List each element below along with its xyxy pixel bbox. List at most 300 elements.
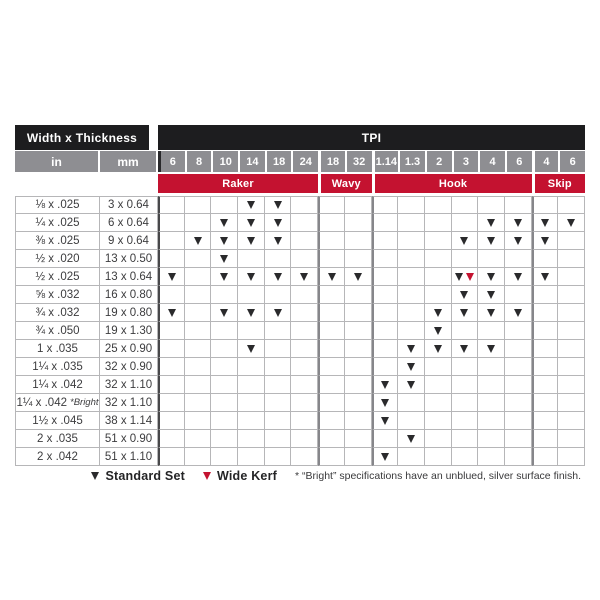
tpi-cell (265, 196, 292, 214)
standard-set-marker-icon (487, 273, 495, 281)
tpi-cell (558, 268, 585, 286)
tpi-cell (158, 250, 185, 268)
tpi-cell (372, 430, 399, 448)
tpi-column-header: 6 (558, 151, 585, 172)
tpi-cell (345, 214, 372, 232)
tpi-cell (158, 286, 185, 304)
tpi-cell (158, 214, 185, 232)
tpi-cell (318, 394, 345, 412)
standard-set-marker-icon (247, 219, 255, 227)
tpi-cell (185, 448, 212, 466)
tpi-cell (425, 322, 452, 340)
tpi-column-header: 4 (478, 151, 505, 172)
tpi-cell (452, 304, 479, 322)
standard-set-marker-icon (220, 219, 228, 227)
tpi-cell (211, 412, 238, 430)
tpi-cell (505, 448, 532, 466)
standard-set-marker-icon (194, 237, 202, 245)
size-in-label: ¾ x .050 (35, 324, 80, 337)
tpi-cell (478, 430, 505, 448)
tpi-cell (452, 232, 479, 250)
size-in-cell (15, 322, 100, 340)
tpi-cell (291, 268, 318, 286)
size-in-cell (15, 340, 100, 358)
tpi-cell (291, 412, 318, 430)
tpi-cell (238, 340, 265, 358)
tpi-cell (372, 394, 399, 412)
size-in-cell (15, 448, 100, 466)
standard-set-marker-icon (434, 345, 442, 353)
standard-set-marker-icon (274, 273, 282, 281)
size-mm-cell: 32 x 1.10 (100, 394, 158, 412)
standard-set-marker-icon (541, 273, 549, 281)
standard-set-marker-icon (220, 273, 228, 281)
tpi-cell (318, 250, 345, 268)
tpi-cell (345, 322, 372, 340)
standard-set-marker-icon (487, 291, 495, 299)
tpi-cell (345, 286, 372, 304)
tpi-cell (478, 286, 505, 304)
tpi-cell (505, 430, 532, 448)
tpi-cell (398, 196, 425, 214)
standard-set-marker-icon (247, 309, 255, 317)
tpi-cell (158, 376, 185, 394)
tpi-cell (558, 340, 585, 358)
tpi-cell (452, 376, 479, 394)
tpi-cell (372, 448, 399, 466)
tpi-cell (558, 358, 585, 376)
tpi-cell (211, 322, 238, 340)
tpi-cell (211, 268, 238, 286)
tpi-cell (372, 250, 399, 268)
legend-wide-kerf (203, 469, 277, 483)
wide-kerf-marker-icon (203, 472, 211, 480)
tpi-cell (452, 394, 479, 412)
tpi-cell (238, 412, 265, 430)
tpi-cell (318, 358, 345, 376)
size-mm-cell: 25 x 0.90 (100, 340, 158, 358)
tpi-cell (558, 322, 585, 340)
tpi-cell (532, 322, 559, 340)
tpi-cell (238, 448, 265, 466)
tpi-cell (238, 376, 265, 394)
standard-set-marker-icon (407, 363, 415, 371)
standard-set-marker-icon (567, 219, 575, 227)
tpi-cell (318, 304, 345, 322)
set-style-band-wavy: Wavy (318, 174, 371, 193)
tpi-cell (505, 322, 532, 340)
tpi-cell (265, 448, 292, 466)
tpi-column-header: 4 (532, 151, 559, 172)
tpi-cell (505, 250, 532, 268)
tpi-cell (372, 340, 399, 358)
standard-set-marker-icon (168, 309, 176, 317)
standard-set-marker-icon (487, 219, 495, 227)
tpi-cell (158, 430, 185, 448)
tpi-column-header: 18 (318, 151, 345, 172)
tpi-cell (318, 196, 345, 214)
size-in-label: ½ x .020 (35, 252, 80, 265)
tpi-cell (505, 358, 532, 376)
tpi-cell (532, 376, 559, 394)
header-tpi-label: TPI (361, 130, 382, 145)
tpi-cell (238, 430, 265, 448)
tpi-cell (238, 214, 265, 232)
tpi-cell (158, 304, 185, 322)
tpi-cell (372, 376, 399, 394)
standard-set-marker-icon (487, 345, 495, 353)
header-mm-label: mm (117, 154, 139, 169)
tpi-cell (265, 340, 292, 358)
tpi-cell (372, 322, 399, 340)
tpi-cell (158, 232, 185, 250)
tpi-cell (425, 286, 452, 304)
tpi-cell (398, 268, 425, 286)
tpi-cell (158, 394, 185, 412)
tpi-cell (452, 448, 479, 466)
tpi-cell (265, 394, 292, 412)
tpi-cell (318, 412, 345, 430)
tpi-cell (238, 358, 265, 376)
tpi-cell (505, 412, 532, 430)
tpi-cell (558, 304, 585, 322)
tpi-cell (185, 376, 212, 394)
tpi-cell (532, 412, 559, 430)
standard-set-marker-icon (300, 273, 308, 281)
legend (15, 468, 581, 484)
legend-wide-kerf-label: Wide Kerf (216, 469, 278, 483)
tpi-cell (291, 196, 318, 214)
tpi-cell (532, 358, 559, 376)
header-mm (100, 151, 158, 172)
size-in-label: ⅝ x .032 (35, 288, 80, 301)
size-in-label: ⅜ x .025 (35, 234, 80, 247)
tpi-cell (185, 286, 212, 304)
tpi-cell (372, 358, 399, 376)
standard-set-marker-icon (460, 309, 468, 317)
tpi-cell (158, 412, 185, 430)
tpi-cell (265, 430, 292, 448)
header-width-thickness-label: Width x Thickness (26, 130, 138, 145)
tpi-cell (398, 250, 425, 268)
tpi-cell (318, 430, 345, 448)
size-in-label: 1¼ x .042 (16, 396, 67, 409)
tpi-cell (345, 358, 372, 376)
tpi-cell (185, 358, 212, 376)
tpi-cell (478, 412, 505, 430)
tpi-cell (425, 304, 452, 322)
tpi-cell (372, 232, 399, 250)
tpi-cell (425, 430, 452, 448)
size-mm-cell: 19 x 1.30 (100, 322, 158, 340)
tpi-cell (185, 340, 212, 358)
tpi-cell (185, 232, 212, 250)
set-style-band-raker: Raker (158, 174, 318, 193)
tpi-cell (478, 250, 505, 268)
size-in-cell (15, 304, 100, 322)
tpi-cell (291, 214, 318, 232)
tpi-column-header: 1.3 (398, 151, 425, 172)
size-mm-cell: 6 x 0.64 (100, 214, 158, 232)
size-in-cell (15, 286, 100, 304)
standard-set-marker-icon (328, 273, 336, 281)
tpi-cell (158, 340, 185, 358)
tpi-cell (452, 250, 479, 268)
blade-spec-table (15, 125, 585, 466)
size-in-label: ½ x .025 (35, 270, 80, 283)
tpi-cell (452, 322, 479, 340)
tpi-cell (291, 322, 318, 340)
tpi-cell (505, 340, 532, 358)
tpi-cell (238, 232, 265, 250)
set-style-band-skip: Skip (532, 174, 585, 193)
tpi-cell (318, 376, 345, 394)
tpi-cell (505, 286, 532, 304)
tpi-cell (185, 214, 212, 232)
tpi-cell (211, 214, 238, 232)
tpi-cell (345, 268, 372, 286)
tpi-cell (398, 358, 425, 376)
size-in-label: 2 x .035 (37, 432, 78, 445)
tpi-cell (211, 304, 238, 322)
tpi-cell (398, 304, 425, 322)
tpi-cell (265, 412, 292, 430)
tpi-cell (185, 394, 212, 412)
tpi-cell (532, 286, 559, 304)
tpi-cell (452, 268, 479, 286)
size-mm-cell: 51 x 1.10 (100, 448, 158, 466)
standard-set-marker-icon (541, 219, 549, 227)
tpi-cell (238, 394, 265, 412)
tpi-column-header: 10 (211, 151, 238, 172)
tpi-cell (265, 232, 292, 250)
tpi-cell (291, 340, 318, 358)
tpi-cell (345, 304, 372, 322)
legend-note: * “Bright” specifications have an unblued, silver surface finish. (295, 470, 581, 482)
tpi-column-header: 14 (238, 151, 265, 172)
standard-set-marker-icon (381, 453, 389, 461)
size-mm-cell: 3 x 0.64 (100, 196, 158, 214)
tpi-cell (185, 250, 212, 268)
tpi-cell (345, 412, 372, 430)
tpi-column-header: 1.14 (372, 151, 399, 172)
size-mm-cell: 19 x 0.80 (100, 304, 158, 322)
size-in-label: ¼ x .025 (35, 216, 80, 229)
standard-set-marker-icon (514, 309, 522, 317)
tpi-cell (345, 394, 372, 412)
tpi-cell (398, 232, 425, 250)
standard-set-marker-icon (274, 309, 282, 317)
standard-set-marker-icon (168, 273, 176, 281)
standard-set-marker-icon (487, 237, 495, 245)
legend-standard-set-label: Standard Set (105, 469, 185, 483)
tpi-cell (265, 268, 292, 286)
standard-set-marker-icon (407, 435, 415, 443)
tpi-cell (558, 412, 585, 430)
tpi-cell (211, 250, 238, 268)
size-in-label: 1 x .035 (37, 342, 78, 355)
wide-kerf-marker-icon (466, 273, 474, 281)
tpi-cell (372, 304, 399, 322)
tpi-cell (478, 304, 505, 322)
tpi-cell (185, 430, 212, 448)
standard-set-marker-icon (381, 417, 389, 425)
tpi-cell (158, 448, 185, 466)
tpi-cell (211, 394, 238, 412)
tpi-cell (291, 394, 318, 412)
tpi-column-header: 6 (158, 151, 185, 172)
tpi-cell (478, 448, 505, 466)
size-in-label: 1¼ x .035 (32, 360, 83, 373)
size-mm-cell: 13 x 0.50 (100, 250, 158, 268)
tpi-cell (158, 268, 185, 286)
standard-set-marker-icon (460, 345, 468, 353)
tpi-cell (425, 268, 452, 286)
tpi-cell (425, 340, 452, 358)
tpi-cell (478, 394, 505, 412)
tpi-cell (185, 322, 212, 340)
tpi-cell (291, 286, 318, 304)
standard-set-marker-icon (247, 237, 255, 245)
tpi-cell (318, 322, 345, 340)
size-in-label: ¾ x .032 (35, 306, 80, 319)
tpi-cell (532, 268, 559, 286)
tpi-cell (558, 376, 585, 394)
tpi-column-header: 3 (452, 151, 479, 172)
tpi-cell (265, 250, 292, 268)
standard-set-marker-icon (541, 237, 549, 245)
tpi-column-header: 8 (185, 151, 212, 172)
tpi-cell (452, 286, 479, 304)
tpi-cell (558, 214, 585, 232)
tpi-cell (505, 232, 532, 250)
tpi-cell (425, 448, 452, 466)
standard-set-marker-icon (220, 309, 228, 317)
tpi-column-header: 2 (425, 151, 452, 172)
tpi-cell (265, 304, 292, 322)
standard-set-marker-icon (381, 381, 389, 389)
tpi-cell (505, 394, 532, 412)
tpi-cell (291, 250, 318, 268)
tpi-cell (345, 340, 372, 358)
size-in-cell (15, 358, 100, 376)
legend-standard-set (91, 469, 185, 483)
size-mm-cell: 32 x 1.10 (100, 376, 158, 394)
standard-set-marker-icon (514, 237, 522, 245)
size-in-label: 1¼ x .042 (32, 378, 83, 391)
tpi-cell (318, 232, 345, 250)
tpi-cell (532, 214, 559, 232)
size-mm-cell: 51 x 0.90 (100, 430, 158, 448)
tpi-cell (345, 430, 372, 448)
size-in-cell (15, 268, 100, 286)
tpi-cell (398, 286, 425, 304)
tpi-cell (532, 394, 559, 412)
tpi-column-header: 18 (265, 151, 292, 172)
tpi-cell (398, 448, 425, 466)
tpi-cell (452, 430, 479, 448)
size-mm-cell: 32 x 0.90 (100, 358, 158, 376)
tpi-cell (558, 196, 585, 214)
tpi-cell (265, 286, 292, 304)
tpi-cell (211, 286, 238, 304)
tpi-cell (238, 250, 265, 268)
tpi-column-header: 24 (291, 151, 318, 172)
tpi-cell (238, 268, 265, 286)
tpi-cell (345, 232, 372, 250)
standard-set-marker-icon (220, 237, 228, 245)
tpi-cell (558, 394, 585, 412)
size-mm-cell: 38 x 1.14 (100, 412, 158, 430)
tpi-cell (291, 376, 318, 394)
standard-set-marker-icon (220, 255, 228, 263)
tpi-cell (452, 196, 479, 214)
tpi-cell (238, 196, 265, 214)
tpi-cell (372, 196, 399, 214)
tpi-cell (425, 412, 452, 430)
tpi-cell (372, 214, 399, 232)
tpi-cell (452, 340, 479, 358)
tpi-cell (505, 196, 532, 214)
standard-set-marker-icon (460, 291, 468, 299)
tpi-cell (478, 376, 505, 394)
header-in (15, 151, 100, 172)
tpi-cell (558, 430, 585, 448)
tpi-cell (398, 394, 425, 412)
tpi-cell (211, 376, 238, 394)
tpi-cell (185, 412, 212, 430)
tpi-cell (532, 232, 559, 250)
tpi-cell (532, 196, 559, 214)
tpi-column-header: 6 (505, 151, 532, 172)
tpi-cell (211, 340, 238, 358)
tpi-cell (478, 358, 505, 376)
tpi-cell (558, 286, 585, 304)
tpi-cell (478, 232, 505, 250)
tpi-cell (478, 196, 505, 214)
size-in-cell (15, 430, 100, 448)
tpi-cell (345, 376, 372, 394)
size-mm-cell: 13 x 0.64 (100, 268, 158, 286)
tpi-cell (425, 394, 452, 412)
tpi-cell (505, 214, 532, 232)
standard-set-marker-icon (434, 309, 442, 317)
tpi-cell (425, 232, 452, 250)
tpi-cell (291, 358, 318, 376)
tpi-cell (185, 304, 212, 322)
size-in-cell (15, 376, 100, 394)
tpi-cell (345, 448, 372, 466)
standard-set-marker-icon (514, 219, 522, 227)
tpi-cell (452, 214, 479, 232)
set-style-band-hook: Hook (372, 174, 532, 193)
tpi-cell (318, 340, 345, 358)
tpi-cell (318, 448, 345, 466)
standard-set-marker-icon (247, 273, 255, 281)
standard-set-marker-icon (434, 327, 442, 335)
tpi-cell (425, 214, 452, 232)
tpi-cell (238, 304, 265, 322)
standard-set-marker-icon (274, 201, 282, 209)
tpi-cell (345, 250, 372, 268)
size-mm-cell: 16 x 0.80 (100, 286, 158, 304)
tpi-cell (291, 304, 318, 322)
tpi-cell (238, 322, 265, 340)
standard-set-marker-icon (274, 219, 282, 227)
tpi-cell (291, 448, 318, 466)
tpi-cell (398, 412, 425, 430)
standard-set-marker-icon (354, 273, 362, 281)
